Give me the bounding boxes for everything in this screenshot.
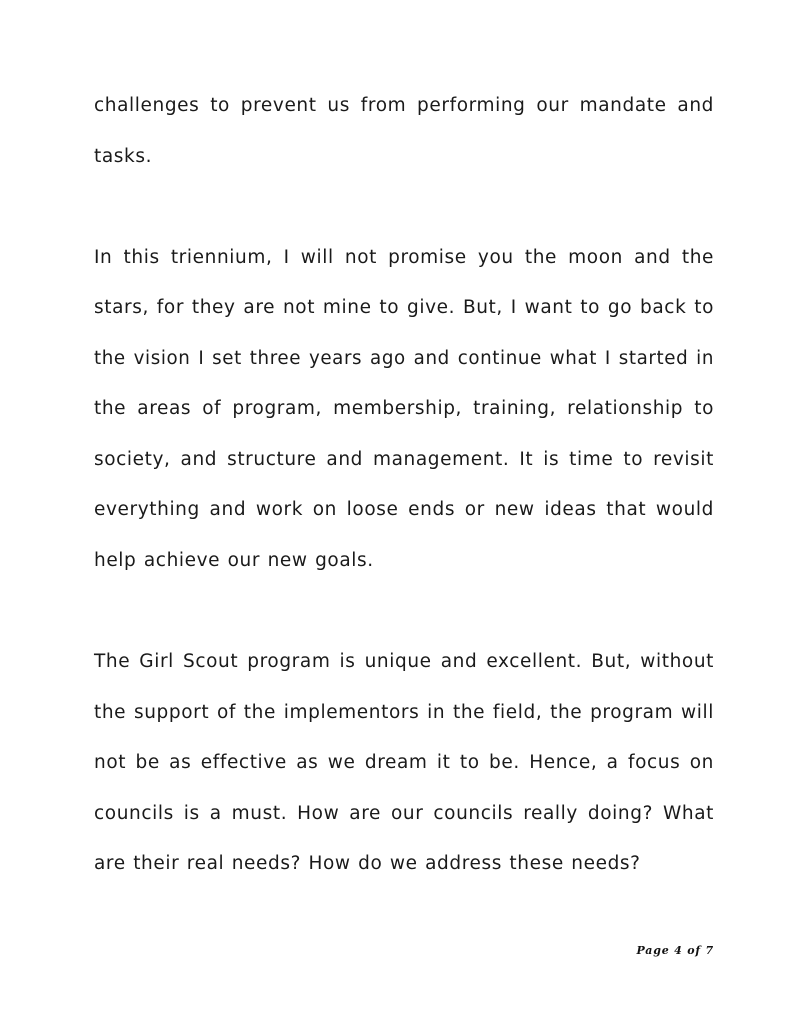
- paragraph-3-line-1: The Girl Scout program is unique and excellent. But, without: [94, 651, 714, 672]
- paragraph-2-line-1: In this triennium, I will not promise you the moon and the: [94, 247, 714, 268]
- paragraph-2-line-5: society, and structure and management. It is time to revisit: [94, 449, 714, 470]
- paragraph-2-line-7: help achieve our new goals.: [94, 550, 374, 571]
- paragraph-3-line-5: are their real needs? How do we address these needs?: [94, 853, 641, 874]
- paragraph-2-line-3: the vision I set three years ago and continue what I started in: [94, 348, 714, 369]
- paragraph-3-line-4: councils is a must. How are our councils really doing? What: [94, 803, 714, 824]
- paragraph-2-line-4: the areas of program, membership, training, relationship to: [94, 398, 714, 419]
- paragraph-3-line-2: the support of the implementors in the field, the program will: [94, 702, 714, 723]
- paragraph-2-line-2: stars, for they are not mine to give. But, I want to go back to: [94, 297, 714, 318]
- paragraph-2-line-6: everything and work on loose ends or new ideas that would: [94, 499, 714, 520]
- paragraph-1-line-1: challenges to prevent us from performing our mandate and: [94, 95, 714, 116]
- paragraph-1-line-2: tasks.: [94, 146, 153, 167]
- page-number: Page 4 of 7: [636, 944, 714, 957]
- paragraph-3-line-3: not be as effective as we dream it to be. Hence, a focus on: [94, 752, 714, 773]
